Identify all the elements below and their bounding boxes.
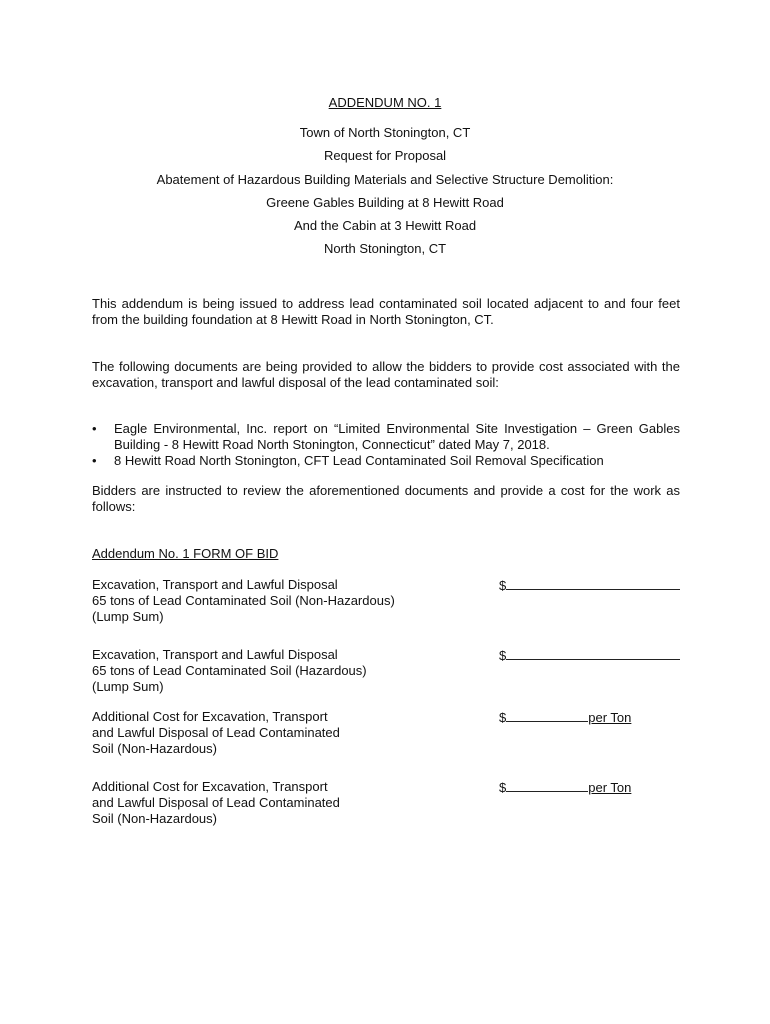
currency-symbol: $	[499, 780, 507, 795]
bid-price-1	[499, 577, 680, 594]
list-item	[92, 421, 680, 453]
header-project: Abatement of Hazardous Building Materials and Selective Structure Demolition:	[156, 172, 614, 187]
per-ton-label: per Ton	[588, 710, 632, 725]
bid-item-line: and Lawful Disposal of Lead Contaminated	[92, 795, 340, 810]
bid-item-line: (Lump Sum)	[92, 679, 164, 694]
header-town: Town of North Stonington, CT	[299, 125, 471, 140]
currency-symbol: $	[499, 578, 507, 593]
bid-item-line: Additional Cost for Excavation, Transport	[92, 779, 328, 794]
bid-item-line: Soil (Non-Hazardous)	[92, 811, 217, 826]
header-building: Greene Gables Building at 8 Hewitt Road	[266, 195, 504, 210]
instructions-paragraph: Bidders are instructed to review the aforementioned documents and provide a cost for the work as follows:	[92, 483, 680, 514]
per-ton-label: per Ton	[588, 780, 632, 795]
documents-paragraph: The following documents are being provided to allow the bidders to provide cost associated with the excavation, transport and lawful disposal of the lead contaminated soil:	[92, 359, 680, 390]
bid-item-line: Additional Cost for Excavation, Transport	[92, 709, 328, 724]
bid-item-line: Excavation, Transport and Lawful Disposal	[92, 577, 338, 592]
currency-symbol: $	[499, 648, 507, 663]
currency-symbol: $	[499, 710, 507, 725]
intro-paragraph: This addendum is being issued to address lead contaminated soil located adjacent to and four feet from the building foundation at 8 Hewitt Road in North Stonington, CT.	[92, 296, 680, 327]
bid-item-3	[92, 709, 492, 757]
bid-item-line: and Lawful Disposal of Lead Contaminated	[92, 725, 340, 740]
bid-item-line: 65 tons of Lead Contaminated Soil (Non-Hazardous)	[92, 593, 395, 608]
bid-item-2	[92, 647, 492, 695]
price-blank-field[interactable]	[506, 779, 588, 792]
header-location: North Stonington, CT	[323, 241, 447, 256]
bid-price-2	[499, 647, 680, 664]
list-item	[92, 453, 680, 469]
header-cabin: And the Cabin at 3 Hewitt Road	[293, 218, 477, 233]
form-of-bid-heading: Addendum No. 1 FORM OF BID	[92, 546, 279, 561]
bid-item-line: Excavation, Transport and Lawful Disposal	[92, 647, 338, 662]
addendum-title: ADDENDUM NO. 1	[328, 95, 442, 110]
price-blank-field[interactable]	[506, 709, 588, 722]
list-item-text: Eagle Environmental, Inc. report on “Limited Environmental Site Investigation – Green Gables Building - 8 Hewitt Road North Stonington, Connecticut” dated May 7, 2018.	[114, 421, 680, 452]
documents-list	[92, 421, 680, 469]
header-rfp: Request for Proposal	[323, 148, 447, 163]
bid-price-3	[499, 709, 631, 726]
bullet-icon: •	[92, 421, 97, 436]
bid-item-line: 65 tons of Lead Contaminated Soil (Hazardous)	[92, 663, 367, 678]
bid-price-4	[499, 779, 631, 796]
price-blank-field[interactable]	[506, 647, 680, 660]
bid-item-4	[92, 779, 492, 827]
price-blank-field[interactable]	[506, 577, 680, 590]
bid-item-line: Soil (Non-Hazardous)	[92, 741, 217, 756]
bid-item-line: (Lump Sum)	[92, 609, 164, 624]
list-item-text: 8 Hewitt Road North Stonington, CFT Lead Contaminated Soil Removal Specification	[114, 453, 604, 468]
bullet-icon: •	[92, 453, 97, 468]
bid-item-1	[92, 577, 492, 625]
